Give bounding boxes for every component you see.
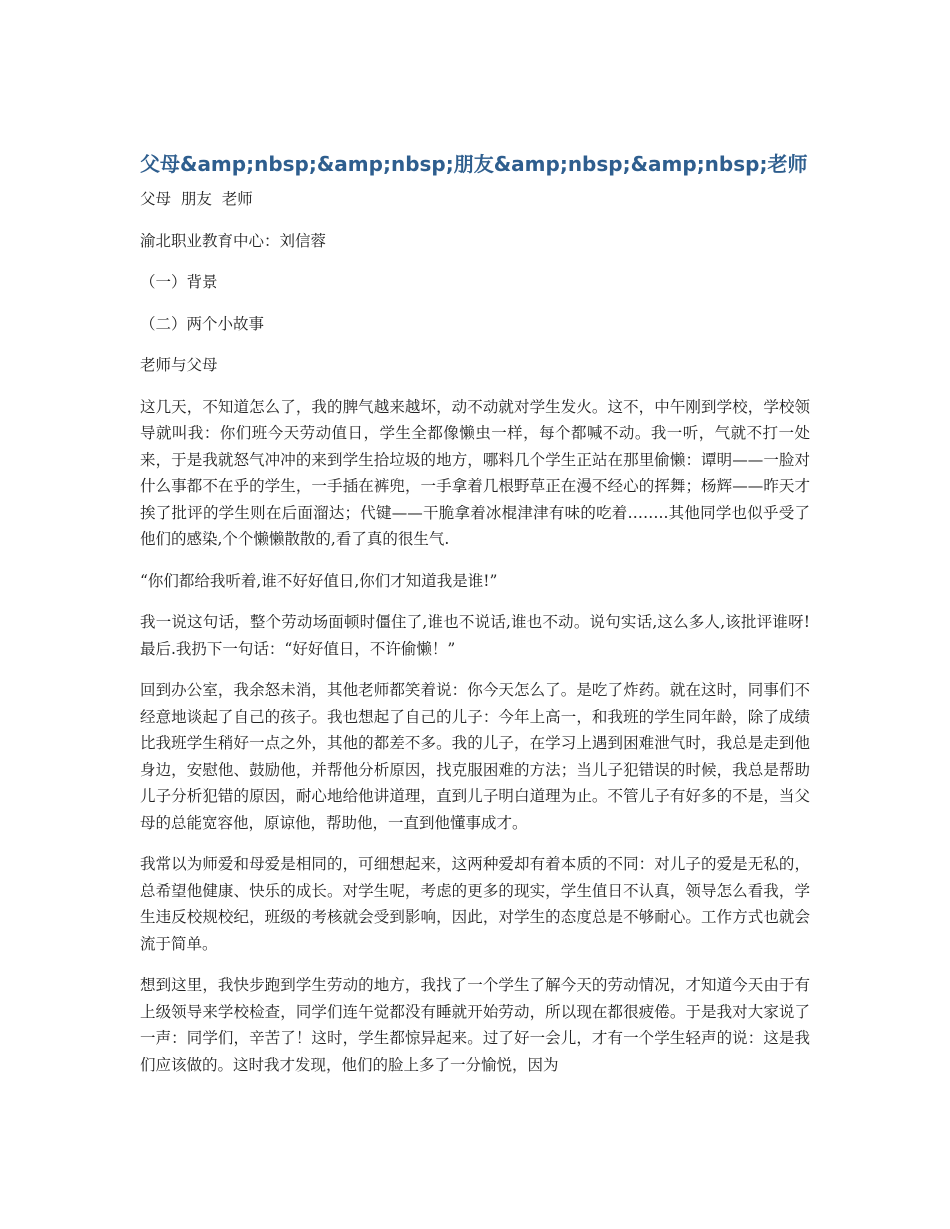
section-heading-stories: （二）两个小故事 bbox=[140, 314, 265, 333]
body-paragraph: 想到这里，我快步跑到学生劳动的地方，我找了一个学生了解今天的劳动情况，才知道今天由于有上级领导来学校检查，同学们连午觉都没有睡就开始劳动，所以现在都很疲倦。于是我对大家说了一声：同学们，辛苦了！这时，学生都惊异起来。过了好一会儿，才有一个学生轻声的说：这是我们应该做的。这时我才发现，他们的脸上多了一分愉悦，因为 bbox=[140, 976, 810, 1074]
quote-paragraph: “你们都给我听着,谁不好好值日,你们才知道我是谁!” bbox=[140, 571, 498, 590]
document-title: 父母&amp;nbsp;&amp;nbsp;朋友&amp;nbsp;&amp;nbsp;老师 bbox=[140, 152, 808, 176]
body-paragraph: 我常以为师爱和母爱是相同的，可细想起来，这两种爱却有着本质的不同：对儿子的爱是无私的，总希望他健康、快乐的成长。对学生呢，考虑的更多的现实，学生值日不认真，领导怎么看我，学生违反校规校纪，班级的考核就会受到影响，因此，对学生的态度总是不够耐心。工作方式也就会流于简单。 bbox=[140, 855, 810, 953]
section-heading-background: （一）背景 bbox=[140, 273, 218, 291]
body-paragraph: 我一说这句话，整个劳动场面顿时僵住了,谁也不说话,谁也不动。说句实话,这么多人,该批评谁呀!最后.我扔下一句话：“好好值日，不许偷懒！” bbox=[140, 613, 810, 658]
story-heading: 老师与父母 bbox=[140, 356, 218, 374]
author-line: 渝北职业教育中心：刘信蓉 bbox=[140, 231, 327, 250]
body-paragraph: 回到办公室，我余怒未消，其他老师都笑着说：你今天怎么了。是吃了炸药。就在这时，同事们不经意地谈起了自己的孩子。我也想起了自己的儿子：今年上高一，和我班的学生同年龄，除了成绩比我班学生稍好一点之外，其他的都差不多。我的儿子，在学习上遇到困难泄气时，我总是走到他身边，安慰他、鼓励他，并帮他分析原因，找克服困难的方法；当儿子犯错误的时候，我总是帮助儿子分析犯错的原因，耐心地给他讲道理，直到儿子明白道理为止。不管儿子有好多的不是，当父母的总能宽容他，原谅他，帮助他，一直到他懂事成才。 bbox=[140, 681, 810, 832]
document-body bbox=[140, 148, 810, 1093]
subtitle-line: 父母 朋友 老师 bbox=[140, 190, 253, 208]
body-paragraph: 这几天，不知道怎么了，我的脾气越来越坏，动不动就对学生发火。这不，中午刚到学校，学校领导就叫我：你们班今天劳动值日，学生全都像懒虫一样，每个都喊不动。我一听，气就不打一处来，于是我就怒气冲冲的来到学生拾垃圾的地方，哪料几个学生正站在那里偷懒：谭明——一脸对什么事都不在乎的学生，一手插在裤兜，一手拿着几根野草正在漫不经心的挥舞；杨辉——昨天才挨了批评的学生则在后面溜达；代键——干脆拿着冰棍津津有味的吃着……..其他同学也似乎受了他们的感染,个个懒懒散散的,看了真的很生气. bbox=[140, 397, 810, 548]
